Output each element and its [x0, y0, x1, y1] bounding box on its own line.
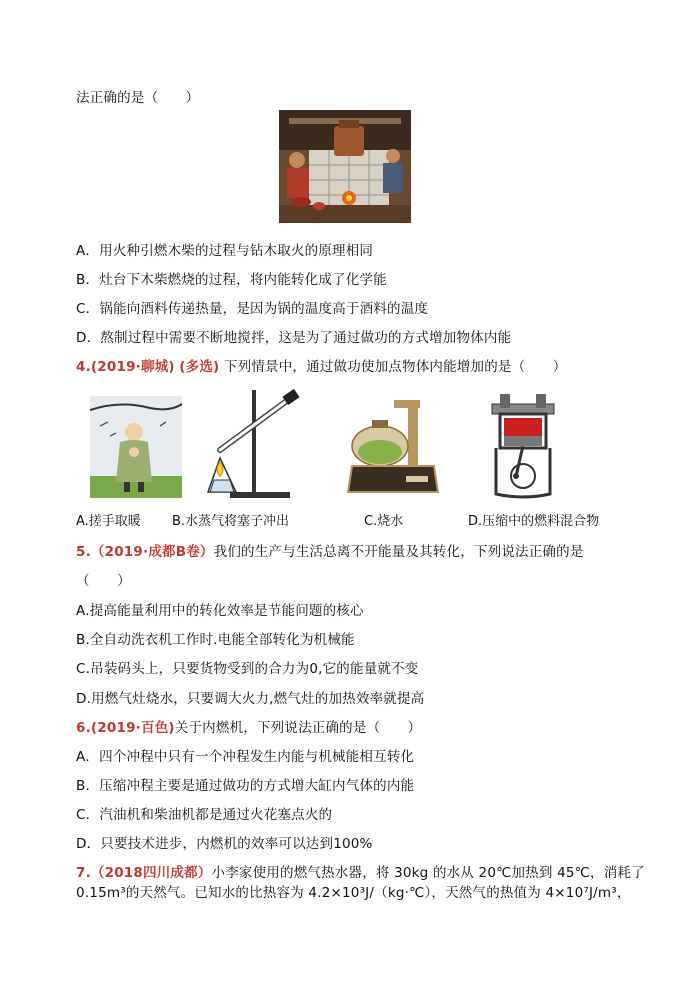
question-4-stem: 下列情景中，通过做功使加点物体内能增加的是（ ）	[223, 359, 567, 375]
question-6-option-a: A．四个冲程中只有一个冲程发生内能与机械能相互转化	[76, 749, 415, 765]
rubbing-hands-icon	[90, 396, 182, 498]
electric-kettle-illustration	[340, 396, 446, 496]
question-5-source: （2019·成都B卷）	[90, 544, 214, 560]
question-6-number: 6.	[76, 720, 91, 736]
compression-stroke-illustration	[486, 394, 560, 500]
question-4-line	[76, 357, 566, 377]
question-4-option-c: C.烧水	[364, 514, 404, 529]
question-6-option-c: C．汽油机和柴油机都是通过火花塞点火的	[76, 807, 333, 823]
question-4-source: (2019·聊城)	[90, 359, 175, 375]
question-7-text-1: 小李家使用的燃气热水器，将 30kg 的水从 20℃加热到 45℃，消耗了	[211, 865, 645, 881]
kettle-icon	[340, 396, 446, 496]
test-tube-steam-icon	[200, 388, 304, 500]
question-5-option-b: B.全自动洗衣机工作时.电能全部转化为机械能	[76, 632, 355, 648]
question-6-stem: 关于内燃机，下列说法正确的是（ ）	[174, 720, 422, 736]
question-4-option-d: D.压缩中的燃料混合物	[468, 514, 600, 529]
distillation-illustration	[279, 110, 411, 223]
question-6-line	[76, 718, 421, 738]
question-5-option-c: C.吊装码头上，只要货物受到的合力为0,它的能量就不变	[76, 661, 419, 677]
question-4-option-b: B.水蒸气将塞子冲出	[172, 514, 290, 529]
question-3-option-a: A．用火种引燃木柴的过程与钻木取火的原理相同	[76, 243, 374, 259]
question-6-source: (2019·百色)	[90, 720, 175, 736]
question-5-stem-brackets: （ ）	[76, 573, 131, 589]
question-5-option-d: D.用燃气灶烧水，只要调大火力,燃气灶的加热效率就提高	[76, 691, 425, 707]
steam-cork-illustration	[200, 388, 304, 500]
question-6-option-b: B．压缩冲程主要是通过做功的方式增大缸内气体的内能	[76, 778, 415, 794]
question-5-line	[76, 542, 584, 562]
question-5-stem: 我们的生产与生活总离不开能量及其转化，下列说法正确的是	[213, 544, 584, 560]
question-3-stem-tail: 法正确的是（ ）	[76, 90, 200, 106]
question-3-option-c: C．锅能向酒料传递热量，是因为锅的温度高于酒料的温度	[76, 301, 429, 317]
rubbing-hands-illustration	[90, 396, 182, 498]
question-4-tag: (多选)	[179, 359, 220, 375]
question-3-option-d: D．熬制过程中需要不断地搅拌，这是为了通过做功的方式增加物体内能	[76, 330, 512, 346]
question-3-option-b: B．灶台下木柴燃烧的过程，将内能转化成了化学能	[76, 272, 387, 288]
question-7-line-1	[76, 863, 645, 883]
question-7-text-2: 0.15m³的天然气。已知水的比热容为 4.2×10³J/（kg·℃），天然气的热值为 4×10⁷J/m³，	[76, 885, 631, 901]
question-5-number: 5.	[76, 544, 91, 560]
question-7-number: 7.	[76, 865, 91, 881]
question-5-option-a: A.提高能量利用中的转化效率是节能问题的核心	[76, 603, 364, 619]
question-4-number: 4.	[76, 359, 91, 375]
question-6-option-d: D．只要技术进步，内燃机的效率可以达到100%	[76, 836, 373, 852]
question-4-option-a: A.搓手取暖	[76, 514, 141, 529]
question-7-source: （2018四川成都）	[90, 865, 212, 881]
distillation-scene-icon	[279, 110, 411, 223]
engine-cylinder-icon	[486, 394, 560, 500]
